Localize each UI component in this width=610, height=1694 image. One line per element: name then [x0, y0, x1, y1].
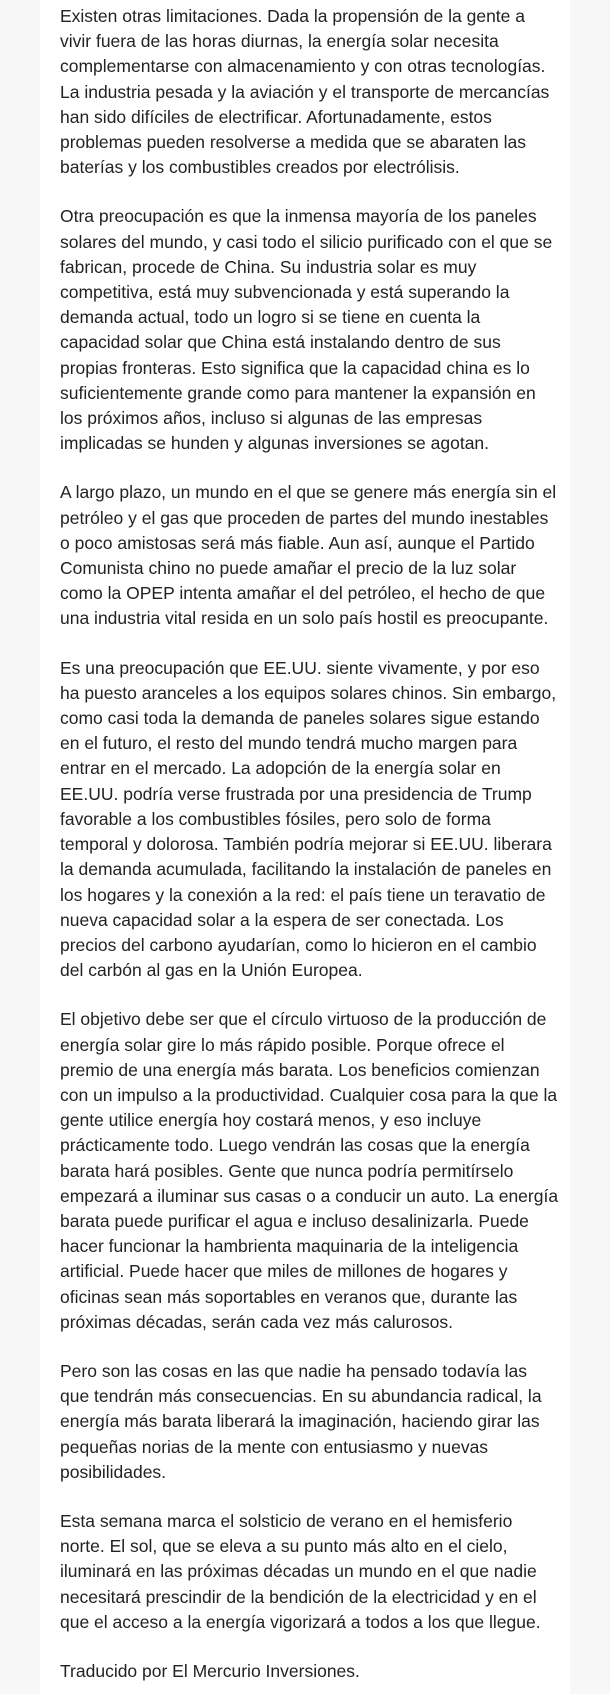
paragraph-consequences: Pero son las cosas en las que nadie ha pensado todavía las que tendrán más consecuencias. En su abundancia radical, la energía más barata liberará la imaginación, haciendo girar las pequeñas norias de la mente con entusiasmo y nuevas posibilidades.: [60, 1360, 542, 1482]
paragraph-limitations: Existen otras limitaciones. Dada la propensión de la gente a vivir fuera de las horas diurnas, la energía solar necesita complementarse con almacenamiento y con otras tecnologías. La industria pesada y la aviación y el transporte de mercancías han sido difíciles de electrificar. Afortunadamente, estos problemas pueden resolverse a medida que se abaraten las baterías y los combustibles creados por electrólisis.: [60, 6, 550, 178]
paragraph-long-term: A largo plazo, un mundo en el que se genere más energía sin el petróleo y el gas que proceden de partes del mundo inestables o poco amistosas será más fiable. Aun así, aunque el Partido Comunista chino no puede amañar el precio de la luz solar como la OPEP intenta amañar el del petróleo, el hecho de que una industria vital resida en un solo país hostil es preocupante.: [60, 482, 557, 629]
right-page-margin: [570, 0, 610, 1694]
paragraph-translation-credit: Traducido por El Mercurio Inversiones.: [60, 1660, 360, 1681]
article-body: [40, 0, 570, 1694]
paragraph-virtuous-circle: El objetivo debe ser que el círculo virtuoso de la producción de energía solar gire lo más rápido posible. Porque ofrece el premio de una energía más barata. Los beneficios comienzan con un impulso a la productividad. Cualquier cosa para la que la gente utilice energía hoy costará menos, y eso incluye prácticamente todo. Luego vendrán las cosas que la energía barata hará posibles. Gente que nunca podría permitírselo empezará a iluminar sus casas o a conducir un auto. La energía barata puede purificar el agua e incluso desalinizarla. Puede hacer funcionar la hambrienta maquinaria de la inteligencia artificial. Puede hacer que miles de millones de hogares y oficinas sean más soportables en veranos que, durante las próximas décadas, serán cada vez más calurosos.: [60, 1009, 559, 1332]
paragraph-china-concern: Otra preocupación es que la inmensa mayoría de los paneles solares del mundo, y casi todo el silicio purificado con el que se fabrican, procede de China. Su industria solar es muy competitiva, está muy subvencionada y está superando la demanda actual, todo un logro si se tiene en cuenta la capacidad solar que China está instalando dentro de sus propias fronteras. Esto significa que la capacidad china es lo suficientemente grande como para mantener la expansión en los próximos años, incluso si algunas de las empresas implicadas se hunden y algunas inversiones se agotan.: [60, 206, 553, 454]
paragraph-solstice: Esta semana marca el solsticio de verano en el hemisferio norte. El sol, que se eleva a su punto más alto en el cielo, iluminará en las próximas décadas un mundo en el que nadie necesitará prescindir de la bendición de la electricidad y en el que el acceso a la energía vigorizará a todos a los que llegue.: [60, 1510, 541, 1632]
paragraph-usa-concern: Es una preocupación que EE.UU. siente vivamente, y por eso ha puesto aranceles a los equipos solares chinos. Sin embargo, como casi toda la demanda de paneles solares sigue estando en el futuro, el resto del mundo tendrá mucho margen para entrar en el mercado. La adopción de la energía solar en EE.UU. podría verse frustrada por una presidencia de Trump favorable a los combustibles fósiles, pero solo de forma temporal y dolorosa. También podría mejorar si EE.UU. liberara la demanda acumulada, facilitando la instalación de paneles en los hogares y la conexión a la red: el país tiene un teravatio de nueva capacidad solar a la espera de ser conectada. Los precios del carbono ayudarían, como lo hicieron en el cambio del carbón al gas en la Unión Europea.: [60, 657, 557, 981]
left-page-margin: [0, 0, 40, 1694]
